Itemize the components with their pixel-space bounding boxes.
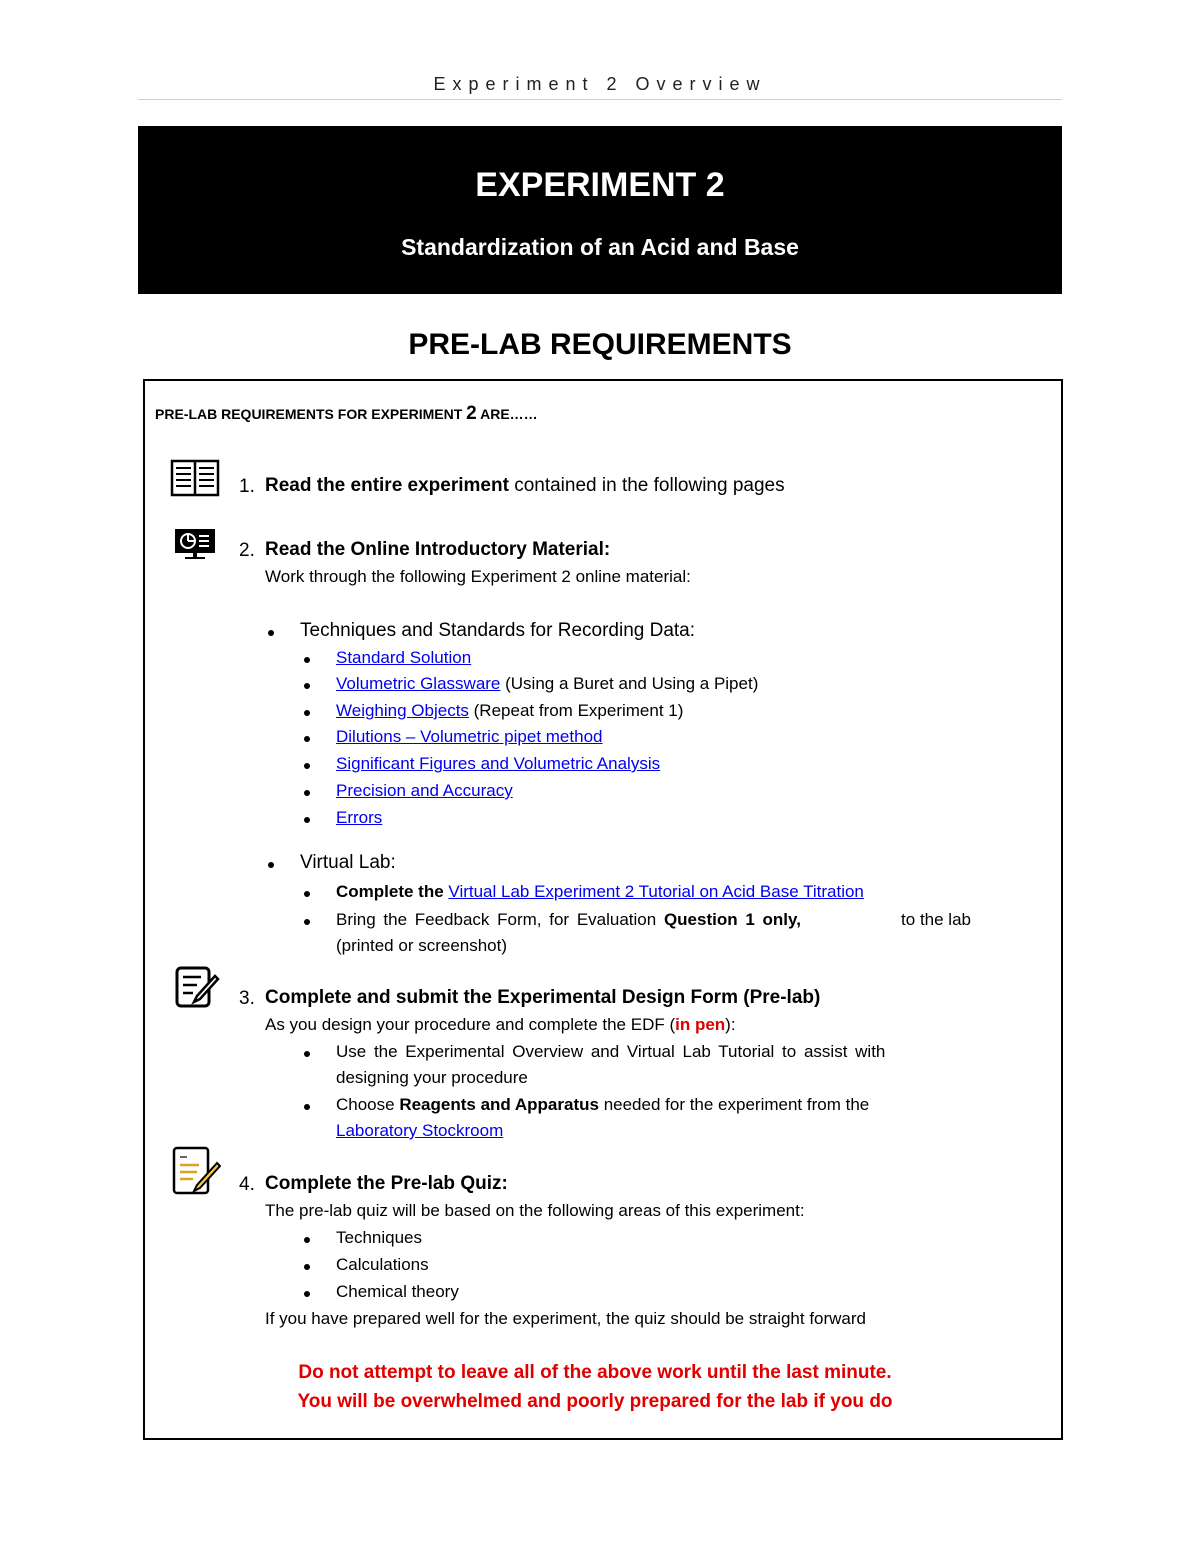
virtual-lab-row-2-cont: (printed or screenshot) (336, 936, 508, 955)
quiz-area-item: Chemical theory (336, 1282, 459, 1301)
bullet-dot (304, 1104, 310, 1110)
item-3-number: 3. (239, 988, 255, 1009)
bullet-dot (304, 736, 310, 742)
group-techniques-title: Techniques and Standards for Recording Data: (300, 620, 696, 641)
banner-title: EXPERIMENT 2 (475, 166, 725, 204)
monitor-icon (174, 528, 216, 560)
link-row-3: Weighing Objects (Repeat from Experiment 1) (336, 701, 684, 720)
warning-line-1: Do not attempt to leave all of the above work until the last minute. (298, 1362, 892, 1383)
bullet-dot (304, 919, 310, 925)
item-4-desc: The pre-lab quiz will be based on the following areas of this experiment: (265, 1201, 805, 1220)
header-rule (138, 99, 1062, 100)
bullet-dot (304, 1291, 310, 1297)
link-row-6 (336, 781, 513, 801)
link-row-5 (336, 754, 660, 774)
item-4-closing: If you have prepared well for the experiment, the quiz should be straight forward (265, 1309, 867, 1328)
bullet-dot (268, 862, 274, 868)
link-row-2: Volumetric Glassware (Using a Buret and Using a Pipet) (336, 674, 759, 693)
link-significant-figures[interactable]: Significant Figures and Volumetric Analysis (336, 754, 661, 773)
bullet-dot (304, 1237, 310, 1243)
item-3-bullet-2-cont (336, 1121, 503, 1141)
form-edit-icon (173, 964, 221, 1010)
link-virtual-lab-tutorial[interactable]: Virtual Lab Experiment 2 Tutorial on Acid Base Titration (448, 882, 864, 901)
bullet-dot (268, 630, 274, 636)
bullet-dot (304, 763, 310, 769)
bullet-dot (304, 1264, 310, 1270)
title-banner (138, 126, 1062, 294)
item-3-bullet-2: Choose Reagents and Apparatus needed for the experiment from the (336, 1095, 870, 1114)
intro-line: PRE-LAB REQUIREMENTS FOR EXPERIMENT 2 ARE…… (155, 403, 538, 424)
warning-line-2: You will be overwhelmed and poorly prepared for the lab if you do (297, 1391, 893, 1412)
bullet-dot (304, 817, 310, 823)
book-icon (170, 459, 220, 497)
bullet-dot (304, 710, 310, 716)
item-1-text: Read the entire experiment contained in the following pages (265, 475, 785, 496)
quiz-area-item: Calculations (336, 1255, 429, 1274)
banner-subtitle: Standardization of an Acid and Base (401, 234, 799, 260)
bullet-dot (304, 683, 310, 689)
virtual-lab-row-1: Complete the Virtual Lab Experiment 2 Tutorial on Acid Base Titration (336, 882, 864, 901)
quiz-icon (171, 1145, 221, 1197)
item-1-number: 1. (239, 476, 255, 497)
link-standard-solution[interactable]: Standard Solution (336, 648, 472, 667)
bullet-dot (304, 891, 310, 897)
item-3-bullet-1: Use the Experimental Overview and Virtual Lab Tutorial to assist with (336, 1042, 886, 1061)
link-errors[interactable]: Errors (336, 808, 383, 827)
section-title: PRE-LAB REQUIREMENTS (408, 328, 792, 361)
group-virtual-lab-title: Virtual Lab: (300, 852, 396, 873)
bullet-dot (304, 790, 310, 796)
link-row-1 (336, 648, 471, 668)
item-3-desc: As you design your procedure and complete the EDF (in pen): (265, 1015, 736, 1034)
link-precision-accuracy[interactable]: Precision and Accuracy (336, 781, 513, 800)
item-3-bullet-1-cont: designing your procedure (336, 1068, 528, 1087)
item-3-title: Complete and submit the Experimental Design Form (Pre-lab) (265, 987, 821, 1008)
link-weighing-objects[interactable]: Weighing Objects (336, 701, 469, 720)
bullet-dot (304, 657, 310, 663)
item-4-title: Complete the Pre-lab Quiz: (265, 1173, 508, 1194)
requirements-box (143, 379, 1063, 1440)
link-dilutions[interactable]: Dilutions – Volumetric pipet method (336, 727, 603, 746)
item-2-desc: Work through the following Experiment 2 online material: (265, 567, 691, 586)
quiz-area-item: Techniques (336, 1228, 423, 1247)
item-4-number: 4. (239, 1174, 255, 1195)
link-volumetric-glassware[interactable]: Volumetric Glassware (336, 674, 501, 693)
virtual-lab-row-2: Bring the Feedback Form, for Evaluation Question 1 only, to the lab (336, 910, 971, 929)
item-2-number: 2. (239, 540, 255, 561)
link-laboratory-stockroom[interactable]: Laboratory Stockroom (336, 1121, 504, 1140)
link-row-7 (336, 808, 382, 828)
item-2-title: Read the Online Introductory Material: (265, 539, 611, 560)
bullet-dot (304, 1051, 310, 1057)
link-row-4 (336, 727, 602, 747)
running-header: Experiment 2 Overview (433, 74, 767, 94)
